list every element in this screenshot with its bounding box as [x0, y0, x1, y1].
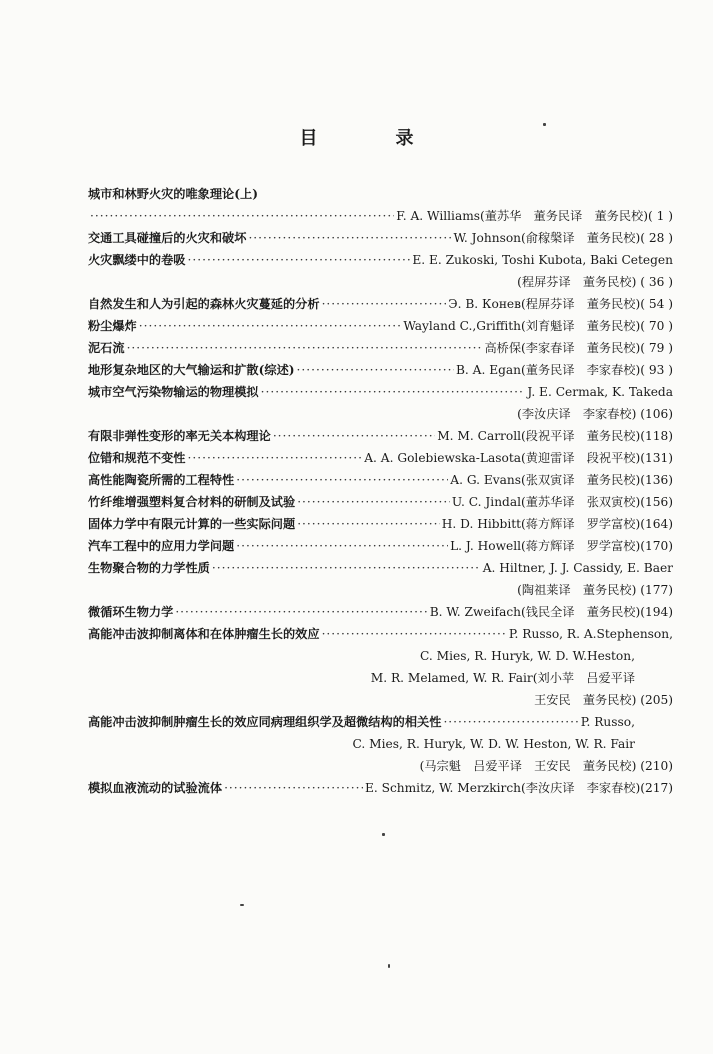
toc-entry[interactable] — [88, 777, 673, 799]
toc-entry-continuation — [88, 689, 673, 711]
entry-translators: (程屏芬译 董务民校) — [517, 275, 637, 289]
table-of-contents — [88, 183, 673, 799]
entry-authors: P. Russo, R. A.Stephenson, — [508, 627, 673, 641]
entry-title: 有限非弹性变形的率无关本构理论 — [88, 429, 271, 443]
scan-speck — [240, 904, 244, 906]
entry-title: 竹纤维增强塑料复合材料的研制及试验 — [88, 495, 296, 509]
scan-speck — [543, 123, 546, 126]
entry-title: 高能冲击波抑制离体和在体肿瘤生长的效应 — [88, 627, 320, 641]
entry-translators: (李汝庆译 李家春校) — [517, 407, 637, 421]
entry-page: ( 1 ) — [647, 209, 673, 223]
entry-translators: 王安民 董务民校) — [534, 693, 637, 707]
entry-authors: H. D. Hibbitt(蒋方辉译 罗学富校) — [441, 517, 641, 531]
entry-authors: C. Mies, R. Huryk, W. D. W.Heston, — [419, 649, 635, 663]
toc-entry[interactable] — [88, 359, 673, 381]
entry-authors: M. M. Carroll(段祝平译 董务民校) — [437, 429, 641, 443]
entry-authors: W. Johnson(俞稼槃译 董务民校) — [453, 231, 641, 245]
leader-dots — [297, 513, 440, 535]
leader-dots — [322, 623, 507, 645]
entry-authors: B. A. Egan(董务民译 李家春校) — [455, 363, 641, 377]
entry-authors: C. Mies, R. Huryk, W. D. W. Heston, W. R. Fair — [352, 737, 635, 751]
entry-authors: A. G. Evans(张双寅译 董务民校) — [450, 473, 641, 487]
leader-dots — [297, 491, 450, 513]
entry-authors: L. J. Howell(蒋方辉译 罗学富校) — [450, 539, 641, 553]
entry-page: (194) — [640, 605, 673, 619]
toc-entry[interactable] — [88, 491, 673, 513]
leader-dots — [224, 777, 363, 799]
entry-title: 粉尘爆炸 — [88, 319, 137, 333]
entry-authors: U. C. Jindal(董苏华译 张双寅校) — [451, 495, 641, 509]
toc-entry-continuation — [88, 733, 673, 755]
leader-dots — [212, 557, 481, 579]
entry-page: (106) — [640, 407, 673, 421]
entry-title: 微循环生物力学 — [88, 605, 174, 619]
entry-page: (136) — [640, 473, 673, 487]
entry-authors: F. A. Williams(董苏华 董务民译 董务民校) — [396, 209, 648, 223]
toc-entry-continuation — [88, 403, 673, 425]
entry-title: 泥石流 — [88, 341, 125, 355]
leader-dots — [188, 249, 411, 271]
entry-page: ( 93 ) — [640, 363, 673, 377]
entry-title: 汽车工程中的应用力学问题 — [88, 539, 235, 553]
entry-title: 位错和规范不变性 — [88, 451, 186, 465]
entry-page: ( 79 ) — [640, 341, 673, 355]
entry-page: (210) — [640, 759, 673, 773]
entry-authors: 高桥保(李家春译 董务民校) — [484, 341, 641, 355]
toc-entry[interactable] — [88, 601, 673, 623]
entry-page: (156) — [640, 495, 673, 509]
entry-translators: (马宗魁 吕爱平译 王安民 董务民校) — [419, 759, 637, 773]
entry-authors: A. Hiltner, J. J. Cassidy, E. Baer — [482, 561, 673, 575]
entry-title: 自然发生和人为引起的森林火灾蔓延的分析 — [88, 297, 320, 311]
leader-dots — [127, 337, 483, 359]
entry-page: (217) — [640, 781, 673, 795]
toc-entry-continuation — [88, 579, 673, 601]
entry-page: ( 54 ) — [640, 297, 673, 311]
toc-entry[interactable] — [88, 381, 673, 403]
entry-authors: A. A. Golebiewska-Lasota(黄迎雷译 段祝平校) — [364, 451, 641, 465]
toc-entry-continuation — [88, 271, 673, 293]
entry-authors: Э. B. Конев(程屏芬译 董务民校) — [448, 297, 641, 311]
leader-dots — [297, 359, 454, 381]
toc-entry[interactable] — [88, 183, 673, 205]
entry-authors: P. Russo, — [580, 715, 635, 729]
entry-title: 地形复杂地区的大气输运和扩散(综述) — [88, 363, 295, 377]
entry-page: (131) — [640, 451, 673, 465]
toc-entry[interactable] — [88, 425, 673, 447]
entry-title: 高能冲击波抑制肿瘤生长的效应同病理组织学及超微结构的相关性 — [88, 715, 442, 729]
entry-authors: E. E. Zukoski, Toshi Kubota, Baki Cetegen — [412, 253, 673, 267]
entry-title: 城市和林野火灾的唯象理论(上) — [88, 187, 258, 201]
entry-title: 城市空气污染物输运的物理模拟 — [88, 385, 259, 399]
toc-entry[interactable] — [88, 711, 673, 733]
toc-entry[interactable] — [88, 557, 673, 579]
entry-page: (164) — [640, 517, 673, 531]
leader-dots — [175, 601, 427, 623]
entry-authors: M. R. Melamed, W. R. Fair(刘小苹 吕爱平译 — [370, 671, 635, 685]
leader-dots — [236, 535, 448, 557]
toc-entry[interactable] — [88, 447, 673, 469]
entry-authors: J. E. Cermak, K. Takeda — [527, 385, 673, 399]
toc-entry[interactable] — [88, 249, 673, 271]
entry-page: (205) — [640, 693, 673, 707]
entry-title: 火灾飘缕中的卷吸 — [88, 253, 186, 267]
entry-page: (170) — [640, 539, 673, 553]
leader-dots — [322, 293, 447, 315]
entry-page: ( 70 ) — [640, 319, 673, 333]
leader-dots — [273, 425, 435, 447]
toc-entry-continuation — [88, 667, 673, 689]
entry-authors: B. W. Zweifach(钱民全译 董务民校) — [429, 605, 641, 619]
entry-page: ( 36 ) — [640, 275, 673, 289]
toc-entry-continuation — [88, 205, 673, 227]
toc-entry[interactable] — [88, 227, 673, 249]
leader-dots — [248, 227, 451, 249]
leader-dots — [236, 469, 448, 491]
toc-entry[interactable] — [88, 535, 673, 557]
entry-title: 模拟血液流动的试验流体 — [88, 781, 223, 795]
entry-translators: (陶祖莱译 董务民校) — [517, 583, 637, 597]
entry-page: ( 28 ) — [640, 231, 673, 245]
toc-entry[interactable] — [88, 469, 673, 491]
page-title: 目 录 — [299, 128, 444, 149]
entry-title: 生物聚合物的力学性质 — [88, 561, 210, 575]
leader-dots — [261, 381, 526, 403]
entry-title: 交通工具碰撞后的火灾和破坏 — [88, 231, 247, 245]
scan-speck — [388, 964, 390, 968]
scan-speck — [382, 833, 385, 836]
toc-entry[interactable] — [88, 315, 673, 337]
toc-entry[interactable] — [88, 513, 673, 535]
leader-dots — [188, 447, 363, 469]
toc-entry[interactable] — [88, 337, 673, 359]
toc-entry[interactable] — [88, 293, 673, 315]
entry-authors: Wayland C.,Griffith(刘育魁译 董务民校) — [403, 319, 641, 333]
leader-dots — [90, 205, 394, 227]
leader-dots — [139, 315, 402, 337]
toc-entry-continuation — [88, 755, 673, 777]
entry-authors: E. Schmitz, W. Merzkirch(李汝庆译 李家春校) — [364, 781, 641, 795]
entry-title: 高性能陶瓷所需的工程特性 — [88, 473, 235, 487]
toc-entry[interactable] — [88, 623, 673, 645]
entry-title: 固体力学中有限元计算的一些实际问题 — [88, 517, 296, 531]
entry-page: (177) — [640, 583, 673, 597]
entry-page: (118) — [640, 429, 673, 443]
toc-entry-continuation — [88, 645, 673, 667]
leader-dots — [443, 711, 578, 733]
